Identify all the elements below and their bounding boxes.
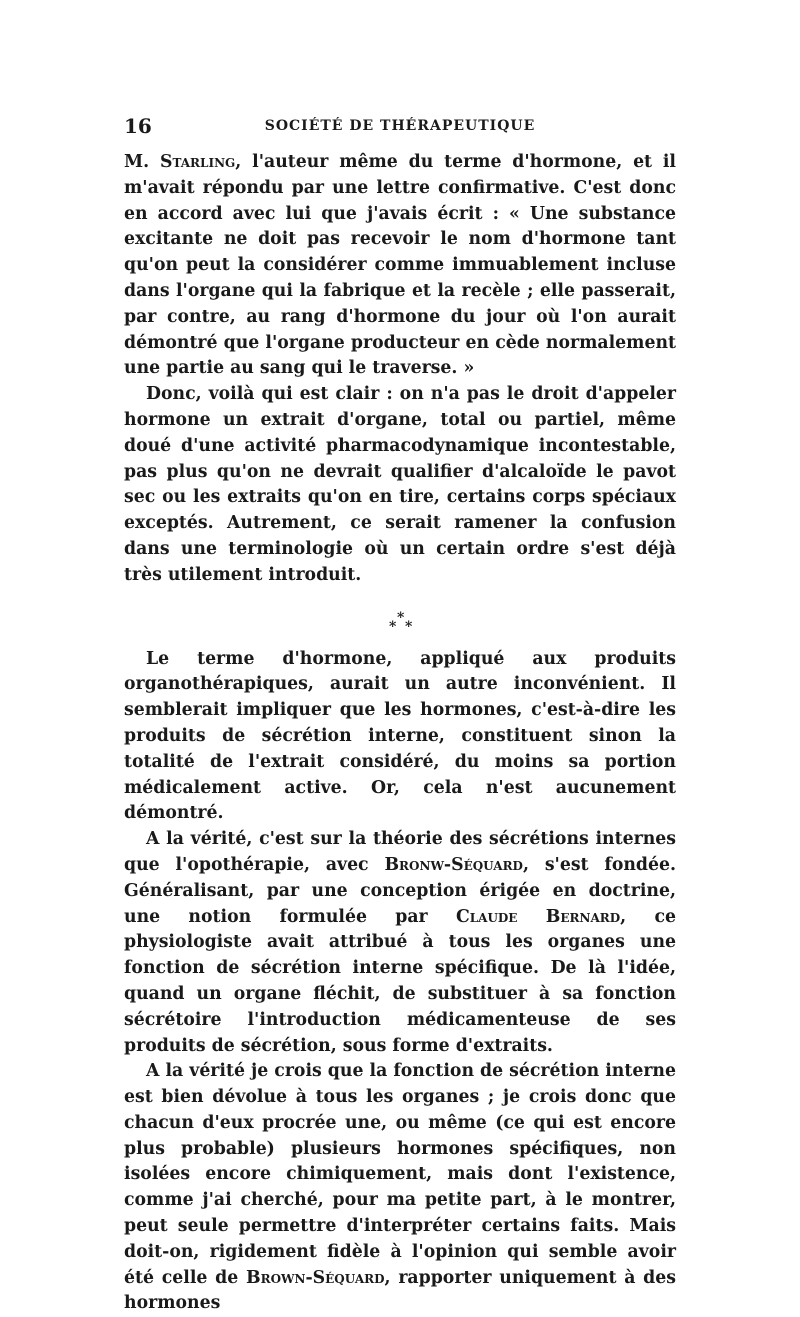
asterism-star-left: * (389, 618, 397, 635)
author-name-claude-bernard: Claude Bernard (455, 906, 621, 927)
paragraph-5-text-a: A la vérité je crois que la fonction de sécrétion interne est bien dévolue à tous les organes ; je crois donc que chacun d'eux procrée une, ou même (ce qui est encore plus probable) plusieurs hormones spécifiques, non isolées encore chimiquement, mais dont l'existence, comme j'ai cherché, pour ma petite part, à le montrer, peut seule permettre d'interpréter certains faits. Mais doit-on, rigidement fidèle à l'opinion qui semble avoir été celle de (124, 1061, 676, 1288)
author-name-starling: Starling (159, 152, 236, 172)
paragraph-4 (124, 827, 676, 1059)
author-name-bronw-sequard: Bronw-Séquard (384, 854, 523, 875)
paragraph-4-text-c: , ce physiologiste avait attribué à tous les organes une fonction de sécrétion interne spécifique. De là l'idée, quand un organe fléchit, de substituer à sa fonction sécrétoire l'introduction médicamenteuse de ses produits de sécrétion, sous forme d'extraits. (124, 906, 676, 1056)
running-title: SOCIÉTÉ DE THÉRAPEUTIQUE (264, 118, 536, 134)
asterism-star-right: * (405, 618, 413, 635)
paragraph-5 (124, 1059, 676, 1317)
page-header (124, 114, 676, 142)
asterism-star-top: * (397, 609, 405, 626)
paragraph-2: Donc, voilà qui est clair : on n'a pas le droit d'appeler hormone un extrait d'organe, total ou partiel, même doué d'une activité pharmacodynamique incontestable, pas plus qu'on ne devrait qualifier d'alcaloïde le pavot sec ou les extraits qu'on en tire, certains corps spéciaux exceptés. Autrement, ce serait ramener la confusion dans une terminologie où un certain ordre s'est déjà très utilement introduit. (124, 384, 676, 585)
paragraph-1-text-a: M. (124, 152, 160, 172)
paragraph-1 (124, 150, 676, 382)
page-number: 16 (124, 114, 152, 138)
paragraph-1-text-b: , l'auteur même du terme d'hormone, et il m'avait répondu par une lettre confirmative. C'est donc en accord avec lui que j'avais écrit : « Une substance excitante ne doit pas recevoir le nom d'hormone tant qu'on peut la considérer comme immuablement incluse dans l'organe qui la fabrique et la recèle ; elle passerait, par contre, au rang d'hormone du jour où l'on aurait démontré que l'organe producteur en cède normalement une partie au sang qui le traverse. » (124, 152, 676, 379)
section-break-asterism (124, 589, 676, 647)
paragraph-5-text-b: , rapporter uniquement à des hormones (124, 1267, 676, 1314)
paragraph-4-text-b: , s'est fondée. Généralisant, par une conception érigée en doctrine, une notion formulée par (124, 854, 676, 927)
body-text (124, 150, 676, 1317)
author-name-brown-sequard: Brown-Séquard (246, 1267, 385, 1288)
paragraph-4-text-a: A la vérité, c'est sur la théorie des sécrétions internes que l'opothérapie, avec (124, 829, 676, 875)
paragraph-3: Le terme d'hormone, appliqué aux produits organothérapiques, aurait un autre inconvénient. Il semblerait impliquer que les hormones, c'est-à-dire les produits de sécrétion interne, constituent sinon la totalité de l'extrait considéré, du moins sa portion médicalement active. Or, cela n'est aucunement démontré. (124, 648, 676, 824)
